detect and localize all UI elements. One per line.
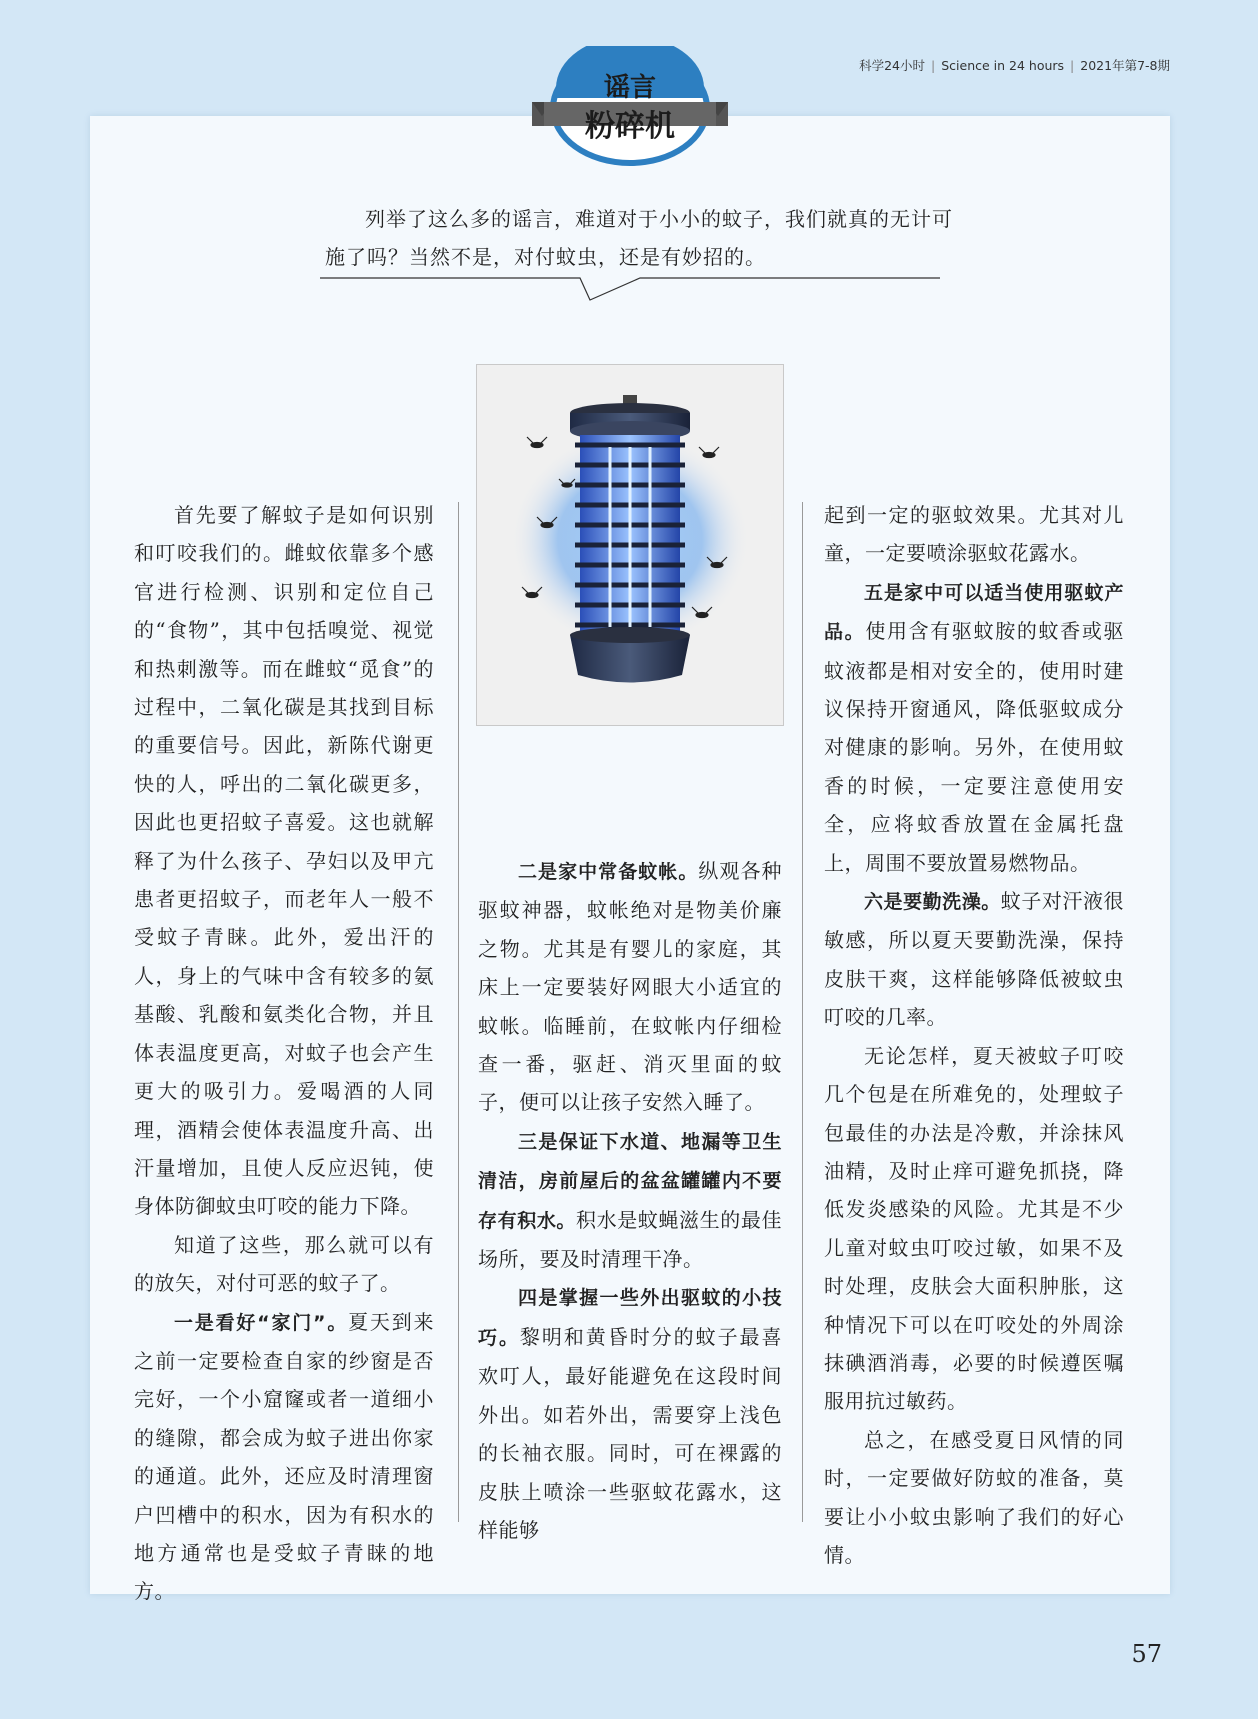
paragraph-text: 黎明和黄昏时分的蚊子最喜欢叮人，最好能避免在这段时间外出。如若外出，需要穿上浅色的长袖衣服。同时，可在裸露的皮肤上喷涂一些驱蚊花露水，这样能够 [478, 1324, 782, 1542]
article-column-3 [824, 496, 1124, 1574]
intro-paragraph: 列举了这么多的谣言，难道对于小小的蚊子，我们就真的无计可施了吗？当然不是，对付蚊虫，还是有妙招的。 [325, 207, 953, 269]
page-number: 57 [1131, 1640, 1162, 1668]
paragraph-text: 夏天到来之前一定要检查自家的纱窗是否完好，一个小窟窿或者一道细小的缝隙，都会成为蚊子进出你家的通道。此外，还应及时清理窗户凹槽中的积水，因为有积水的地方通常也是受蚊子青睐的地方。 [134, 1309, 435, 1604]
paragraph [478, 852, 782, 1122]
separator: | [1070, 58, 1075, 73]
paragraph: 无论怎样，夏天被蚊子叮咬几个包是在所难免的，处理蚊子包最佳的办法是冷敷，并涂抹风油精，及时止痒可避免抓挠，降低发炎感染的风险。尤其是不少儿童对蚊虫叮咬过敏，如果不及时处理，皮肤会大面积肿胀，这种情况下可以在叮咬处的外周涂抹碘酒消毒，必要的时候遵医嘱服用抗过敏药。 [824, 1043, 1124, 1414]
paragraph: 起到一定的驱蚊效果。尤其对儿童，一定要喷涂驱蚊花露水。 [824, 503, 1124, 566]
paragraph: 知道了这些，那么就可以有的放矢，对付可恶的蚊子了。 [134, 1232, 434, 1296]
paragraph-text: 使用含有驱蚊胺的蚊香或驱蚊液都是相对安全的，使用时建议保持开窗通风，降低驱蚊成分对健康的影响。另外，在使用蚊香的时候，一定要注意使用安全，应将蚊香放置在金属托盘上，周围不要放置易燃物品。 [824, 619, 1124, 875]
article-column-2 [478, 852, 782, 1549]
bold-heading: 六是要勤洗澡。 [864, 891, 1001, 914]
separator: | [931, 58, 936, 73]
running-header [859, 56, 1170, 74]
paragraph [478, 1122, 782, 1279]
bold-heading: 一是看好“家门”。 [174, 1311, 349, 1334]
paragraph [478, 1278, 782, 1549]
bug-zapper-lamp-icon [477, 365, 783, 725]
magazine-english-name: Science in 24 hours [941, 58, 1065, 73]
bold-heading: 五是家中可以适当使用驱蚊产品。 [824, 581, 1124, 644]
paragraph [134, 1303, 434, 1611]
bug-zapper-photo [476, 364, 784, 726]
paragraph-text: 蚊子对汗液很敏感，所以夏天要勤洗澡，保持皮肤干爽，这样能够降低被蚊虫叮咬的几率。 [824, 889, 1124, 1030]
paragraph: 总之，在感受夏日风情的同时，一定要做好防蚊的准备，莫要让小小蚊虫影响了我们的好心情。 [824, 1427, 1124, 1567]
paragraph [824, 573, 1124, 882]
paragraph: 首先要了解蚊子是如何识别和叮咬我们的。雌蚊依靠多个感官进行检测、识别和定位自己的“食物”，其中包括嗅觉、视觉和热刺激等。而在雌蚊“觅食”的过程中，二氧化碳是其找到目标的重要信号。因此，新陈代谢更快的人，呼出的二氧化碳更多，因此也更招蚊子喜爱。这也就解释了为什么孩子、孕妇以及甲亢患者更招蚊子，而老年人一般不受蚊子青睐。此外，爱出汗的人，身上的气味中含有较多的氨基酸、乳酸和氨类化合物，并且体表温度更高，对蚊子也会产生更大的吸引力。爱喝酒的人同理，酒精会使体表温度升高、出汗量增加，且使人反应迟钝，使身体防御蚊虫叮咬的能力下降。 [134, 503, 434, 1219]
badge-line2: 粉碎机 [585, 109, 675, 144]
magazine-name: 科学24小时 [859, 58, 925, 73]
bold-heading: 三是保证下水道、地漏等卫生清洁，房前屋后的盆盆罐罐内不要存有积水。 [478, 1130, 782, 1232]
bold-heading: 四是掌握一些外出驱蚊的小技巧。 [478, 1287, 782, 1349]
paragraph-text: 纵观各种驱蚊神器，蚊帐绝对是物美价廉之物。尤其是有婴儿的家庭，其床上一定要装好网眼大小适宜的蚊帐。临睡前，在蚊帐内仔细检查一番，驱赶、消灭里面的蚊子，便可以让孩子安然入睡了。 [478, 859, 782, 1115]
issue-label: 2021年第7-8期 [1080, 58, 1170, 73]
column-divider [458, 502, 459, 1522]
rumor-shredder-badge [532, 46, 728, 168]
badge-line1: 谣言 [603, 73, 657, 103]
paragraph [824, 882, 1124, 1037]
paragraph-text: 积水是蚊蝇滋生的最佳场所，要及时清理干净。 [478, 1207, 782, 1272]
article-card [90, 116, 1170, 1604]
article-column-1 [134, 496, 434, 1611]
bold-heading: 二是家中常备蚊帐。 [518, 861, 699, 883]
speech-bubble-line [320, 276, 940, 302]
column-divider [802, 502, 803, 1522]
